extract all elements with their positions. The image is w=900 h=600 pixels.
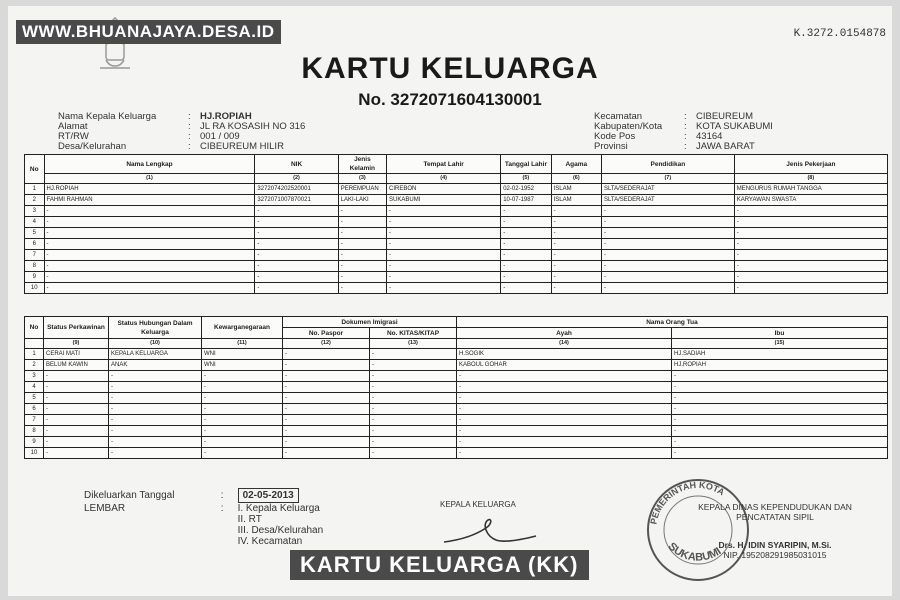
head-of-family-signature <box>440 510 540 550</box>
table-row <box>25 283 888 294</box>
official-title: KEPALA DINAS KEPENDUDUKAN DAN PENCATATAN SIPIL <box>698 502 852 522</box>
table-cell: - <box>734 206 887 217</box>
table-cell: 8 <box>25 261 45 272</box>
table-cell: - <box>370 360 457 371</box>
table-cell: 02-02-1952 <box>501 184 551 195</box>
table-cell: CERAI MATI <box>44 349 109 360</box>
table-cell: 2 <box>25 360 44 371</box>
table-cell: - <box>338 206 386 217</box>
table-cell: - <box>44 250 255 261</box>
table-cell: - <box>283 349 370 360</box>
info-label: Desa/Kelurahan <box>58 141 127 152</box>
family-status-table <box>24 316 888 459</box>
table-cell: KEPALA KELUARGA <box>109 349 202 360</box>
table-cell: 10 <box>25 283 45 294</box>
table-cell: - <box>44 206 255 217</box>
info-colon: : <box>684 111 687 122</box>
table-cell: - <box>602 217 735 228</box>
table-cell: - <box>672 382 888 393</box>
table-cell: - <box>283 426 370 437</box>
col-header: Pendidikan <box>602 155 735 174</box>
table-cell: - <box>551 217 601 228</box>
table-cell: - <box>44 426 109 437</box>
table-cell: 6 <box>25 239 45 250</box>
table-cell: - <box>283 437 370 448</box>
table-cell: 5 <box>25 228 45 239</box>
table-cell: - <box>501 283 551 294</box>
info-colon: : <box>188 141 191 152</box>
table-cell: HJ.ROPIAH <box>44 184 255 195</box>
info-value: 001 / 009 <box>200 131 240 142</box>
col-header-no-paspor: No. Paspor <box>283 328 370 339</box>
table-cell: - <box>283 415 370 426</box>
info-label: Kabupaten/Kota <box>594 121 663 132</box>
col-header-no: No <box>25 317 44 339</box>
table-cell: - <box>672 426 888 437</box>
header-row <box>25 155 888 174</box>
table-cell: 6 <box>25 404 44 415</box>
table-cell: LAKI-LAKI <box>338 195 386 206</box>
col-header: Tempat Lahir <box>387 155 501 174</box>
col-header: NIK <box>255 155 338 174</box>
table-cell: KABOUL GOHAR <box>457 360 672 371</box>
table-cell: - <box>255 239 338 250</box>
table-cell: - <box>44 437 109 448</box>
table-cell: - <box>338 239 386 250</box>
col-header: Agama <box>551 155 601 174</box>
table-row <box>25 195 888 206</box>
table-cell: - <box>109 437 202 448</box>
table-cell: - <box>551 206 601 217</box>
table-cell: 3 <box>25 206 45 217</box>
lembar-label: LEMBAR <box>84 503 126 514</box>
table-row <box>25 360 888 371</box>
table-cell: - <box>283 382 370 393</box>
table-cell: 8 <box>25 426 44 437</box>
table-cell: - <box>338 228 386 239</box>
table-cell: - <box>551 239 601 250</box>
table-cell: FAHMI RAHMAN <box>44 195 255 206</box>
table-cell: - <box>109 448 202 459</box>
table-cell: MENGURUS RUMAH TANGGA <box>734 184 887 195</box>
table-cell: 1 <box>25 184 45 195</box>
col-header-no-kitas: No. KITAS/KITAP <box>370 328 457 339</box>
table-cell: - <box>602 239 735 250</box>
info-colon: : <box>188 111 191 122</box>
info-row <box>594 142 773 152</box>
table-cell: - <box>202 404 283 415</box>
table-cell: - <box>734 283 887 294</box>
table-cell: - <box>387 206 501 217</box>
table-cell: - <box>44 272 255 283</box>
table-cell: 9 <box>25 272 45 283</box>
table-cell: - <box>283 404 370 415</box>
official-signature-block <box>675 502 875 560</box>
table-cell: - <box>551 272 601 283</box>
col-header-ayah: Ayah <box>457 328 672 339</box>
table-row <box>25 437 888 448</box>
kk-number: No. 3272071604130001 <box>358 90 542 109</box>
table-row <box>25 217 888 228</box>
table-cell: - <box>44 239 255 250</box>
table-cell: - <box>202 393 283 404</box>
site-watermark: WWW.BHUANAJAYA.DESA.ID <box>16 20 281 44</box>
info-value: HJ.ROPIAH <box>200 111 252 122</box>
info-value: CIBEUREUM HILIR <box>200 141 284 152</box>
table-cell: - <box>387 272 501 283</box>
column-number-blank <box>25 339 44 349</box>
table-cell: CIREBON <box>387 184 501 195</box>
table-cell: - <box>672 415 888 426</box>
col-header-dokumen-imigrasi: Dokumen Imigrasi <box>283 317 457 328</box>
table-row <box>25 261 888 272</box>
table-cell: - <box>602 250 735 261</box>
table-cell: - <box>44 261 255 272</box>
issued-label: Dikeluarkan Tanggal <box>84 490 175 501</box>
table-cell: - <box>370 382 457 393</box>
table-cell: 4 <box>25 382 44 393</box>
table-cell: - <box>734 228 887 239</box>
head-info-block <box>58 112 305 152</box>
table-row <box>25 393 888 404</box>
table-cell: - <box>202 415 283 426</box>
info-row <box>58 142 305 152</box>
table-cell: - <box>338 283 386 294</box>
table-cell: - <box>734 239 887 250</box>
lembar-item: II. RT <box>237 514 262 525</box>
svg-text:PEMERINTAH KOTA: PEMERINTAH KOTA <box>648 479 727 526</box>
table-row <box>25 382 888 393</box>
table-row <box>25 426 888 437</box>
table-row <box>25 404 888 415</box>
table-cell: - <box>255 250 338 261</box>
table-cell: - <box>501 239 551 250</box>
info-value: KOTA SUKABUMI <box>696 121 773 132</box>
table-cell: 10 <box>25 448 44 459</box>
table-cell: - <box>109 415 202 426</box>
table-cell: - <box>672 448 888 459</box>
table-cell: - <box>457 426 672 437</box>
column-number: (6) <box>551 174 601 184</box>
table-cell: 7 <box>25 250 45 261</box>
table-cell: - <box>283 371 370 382</box>
info-value: 43164 <box>696 131 723 142</box>
document-title: KARTU KELUARGA <box>301 52 599 85</box>
table-cell: - <box>501 206 551 217</box>
caption-banner: KARTU KELUARGA (KK) <box>290 550 589 580</box>
issue-date-block: Dikeluarkan Tanggal : 02-05-2013 <box>84 488 299 503</box>
lembar-item: I. Kepala Keluarga <box>237 503 320 514</box>
table-cell: - <box>44 415 109 426</box>
col-header-ibu: Ibu <box>672 328 888 339</box>
table-cell: - <box>283 360 370 371</box>
table-cell: 2 <box>25 195 45 206</box>
info-label: Alamat <box>58 121 88 132</box>
document-serial-number: K.3272.0154878 <box>793 28 886 40</box>
table-cell: SUKABUMI <box>387 195 501 206</box>
table-cell: - <box>44 371 109 382</box>
table-cell: - <box>202 371 283 382</box>
table-cell: - <box>387 283 501 294</box>
info-colon: : <box>684 131 687 142</box>
table-cell: - <box>44 217 255 228</box>
table-cell: - <box>370 448 457 459</box>
info-value: JL RA KOSASIH NO 316 <box>200 121 306 132</box>
info-value: JAWA BARAT <box>696 141 755 152</box>
column-number: (14) <box>457 339 672 349</box>
column-number: (10) <box>109 339 202 349</box>
col-header: Jenis Kelamin <box>338 155 386 174</box>
table-row <box>25 272 888 283</box>
table-cell: - <box>602 206 735 217</box>
table-cell: - <box>255 228 338 239</box>
info-label: Kecamatan <box>594 111 643 122</box>
table-cell: - <box>202 437 283 448</box>
table-cell: - <box>734 250 887 261</box>
table-cell: - <box>255 261 338 272</box>
column-number: (13) <box>370 339 457 349</box>
info-colon: : <box>684 141 687 152</box>
column-number-row <box>25 174 888 184</box>
table-cell: KARYAWAN SWASTA <box>734 195 887 206</box>
table-cell: - <box>109 404 202 415</box>
table-cell: - <box>501 228 551 239</box>
info-colon: : <box>188 121 191 132</box>
col-header-status-hubungan: Status Hubungan Dalam Keluarga <box>109 317 202 339</box>
table-cell: - <box>283 393 370 404</box>
column-number: (15) <box>672 339 888 349</box>
table-cell: 1 <box>25 349 44 360</box>
table-cell: - <box>602 228 735 239</box>
table-cell: SLTA/SEDERAJAT <box>602 184 735 195</box>
table-cell: WNI <box>202 360 283 371</box>
col-header: Tanggal Lahir <box>501 155 551 174</box>
table-cell: - <box>602 261 735 272</box>
table-cell: ISLAM <box>551 184 601 195</box>
table-row <box>25 228 888 239</box>
table-cell: - <box>457 393 672 404</box>
table-cell: - <box>109 426 202 437</box>
table-row <box>25 448 888 459</box>
col-header: Nama Lengkap <box>44 155 255 174</box>
table-cell: - <box>387 261 501 272</box>
table-cell: - <box>44 448 109 459</box>
region-info-block <box>594 112 773 152</box>
col-header-status-perkawinan: Status Perkawinan <box>44 317 109 339</box>
column-number: (7) <box>602 174 735 184</box>
table-row <box>25 250 888 261</box>
table-cell: - <box>370 415 457 426</box>
table-cell: - <box>202 448 283 459</box>
table-cell: 7 <box>25 415 44 426</box>
info-label: RT/RW <box>58 131 89 142</box>
table-cell: - <box>370 393 457 404</box>
col-header: Jenis Pekerjaan <box>734 155 887 174</box>
table-cell: WNI <box>202 349 283 360</box>
table-cell: - <box>602 283 735 294</box>
table-cell: - <box>501 217 551 228</box>
family-members-table <box>24 154 888 294</box>
table-cell: - <box>551 250 601 261</box>
column-number: (11) <box>202 339 283 349</box>
table-cell: - <box>672 437 888 448</box>
table-cell: - <box>501 272 551 283</box>
table-cell: - <box>501 250 551 261</box>
table-row <box>25 371 888 382</box>
table-cell: ISLAM <box>551 195 601 206</box>
lembar-item: III. Desa/Kelurahan <box>237 525 324 536</box>
table-cell: 9 <box>25 437 44 448</box>
table-cell: SLTA/SEDERAJAT <box>602 195 735 206</box>
table-cell: 5 <box>25 393 44 404</box>
table-cell: - <box>457 371 672 382</box>
table-cell: PEREMPUAN <box>338 184 386 195</box>
table-cell: 3272074202520001 <box>255 184 338 195</box>
table-cell: ANAK <box>109 360 202 371</box>
lembar-block: LEMBAR : I. Kepala Keluarga II. RT III. Desa/Kelurahan IV. Kecamatan <box>84 503 324 547</box>
column-number: (3) <box>338 174 386 184</box>
info-colon: : <box>188 131 191 142</box>
table-cell: HJ.SADIAH <box>672 349 888 360</box>
info-colon: : <box>684 121 687 132</box>
table-cell: - <box>44 382 109 393</box>
table-cell: - <box>672 404 888 415</box>
column-number: (9) <box>44 339 109 349</box>
table-cell: - <box>44 283 255 294</box>
table-cell: - <box>338 261 386 272</box>
table-row <box>25 415 888 426</box>
table-cell: - <box>457 415 672 426</box>
table-cell: - <box>109 371 202 382</box>
official-name: Drs. H. IDIN SYARIPIN, M.Si. <box>718 540 832 550</box>
table-row <box>25 206 888 217</box>
column-number: (8) <box>734 174 887 184</box>
table-cell: 3272071007870021 <box>255 195 338 206</box>
table-cell: - <box>387 239 501 250</box>
table-cell: - <box>734 272 887 283</box>
table-cell: - <box>457 382 672 393</box>
table-cell: - <box>109 382 202 393</box>
table-cell: - <box>255 206 338 217</box>
column-number: (12) <box>283 339 370 349</box>
table-cell: - <box>44 393 109 404</box>
table-cell: - <box>551 283 601 294</box>
col-header-nama-orang-tua: Nama Orang Tua <box>457 317 888 328</box>
table-cell: - <box>202 426 283 437</box>
table-cell: - <box>370 404 457 415</box>
col-header: No <box>25 155 45 184</box>
info-row <box>58 122 305 132</box>
table-cell: - <box>602 272 735 283</box>
table-cell: - <box>501 261 551 272</box>
column-number: (4) <box>387 174 501 184</box>
info-label: Provinsi <box>594 141 628 152</box>
table-cell: - <box>370 349 457 360</box>
table-cell: 10-07-1987 <box>501 195 551 206</box>
column-number: (1) <box>44 174 255 184</box>
table-cell: - <box>387 228 501 239</box>
table-cell: - <box>44 228 255 239</box>
table-cell: - <box>457 448 672 459</box>
kepala-keluarga-label: KEPALA KELUARGA <box>440 500 516 509</box>
info-label: Kode Pos <box>594 131 636 142</box>
table-cell: - <box>672 371 888 382</box>
table-cell: - <box>370 437 457 448</box>
table-cell: - <box>457 404 672 415</box>
table-cell: - <box>255 217 338 228</box>
table-cell: - <box>387 217 501 228</box>
table-cell: - <box>109 393 202 404</box>
info-label: Nama Kepala Keluarga <box>58 111 157 122</box>
table-row <box>25 184 888 195</box>
table-cell: - <box>551 261 601 272</box>
column-number: (5) <box>501 174 551 184</box>
table-cell: - <box>551 228 601 239</box>
table-cell: - <box>202 382 283 393</box>
table-cell: - <box>255 283 338 294</box>
table-cell: - <box>44 404 109 415</box>
table-cell: - <box>338 250 386 261</box>
table-cell: - <box>370 426 457 437</box>
lembar-list <box>238 503 324 547</box>
table-cell: - <box>338 272 386 283</box>
table-cell: - <box>672 393 888 404</box>
col-header-kewarganegaraan: Kewarganegaraan <box>202 317 283 339</box>
table-cell: - <box>457 437 672 448</box>
table-cell: HJ.ROPIAH <box>672 360 888 371</box>
table-cell: - <box>338 217 386 228</box>
official-nip: NIP. 195208291985031015 <box>723 550 827 560</box>
table-cell: - <box>734 217 887 228</box>
table-cell: BELUM KAWIN <box>44 360 109 371</box>
table-cell: - <box>370 371 457 382</box>
column-number: (2) <box>255 174 338 184</box>
info-value: CIBEUREUM <box>696 111 754 122</box>
table-row <box>25 349 888 360</box>
table-cell: 3 <box>25 371 44 382</box>
table-cell: - <box>283 448 370 459</box>
table-cell: 4 <box>25 217 45 228</box>
table-cell: - <box>255 272 338 283</box>
issued-date: 02-05-2013 <box>238 488 299 503</box>
table-cell: - <box>734 261 887 272</box>
svg-text:SUKABUMI: SUKABUMI <box>665 540 724 564</box>
lembar-item: IV. Kecamatan <box>237 536 303 547</box>
table-cell: - <box>387 250 501 261</box>
table-row <box>25 239 888 250</box>
table-cell: H.SOGIK <box>457 349 672 360</box>
